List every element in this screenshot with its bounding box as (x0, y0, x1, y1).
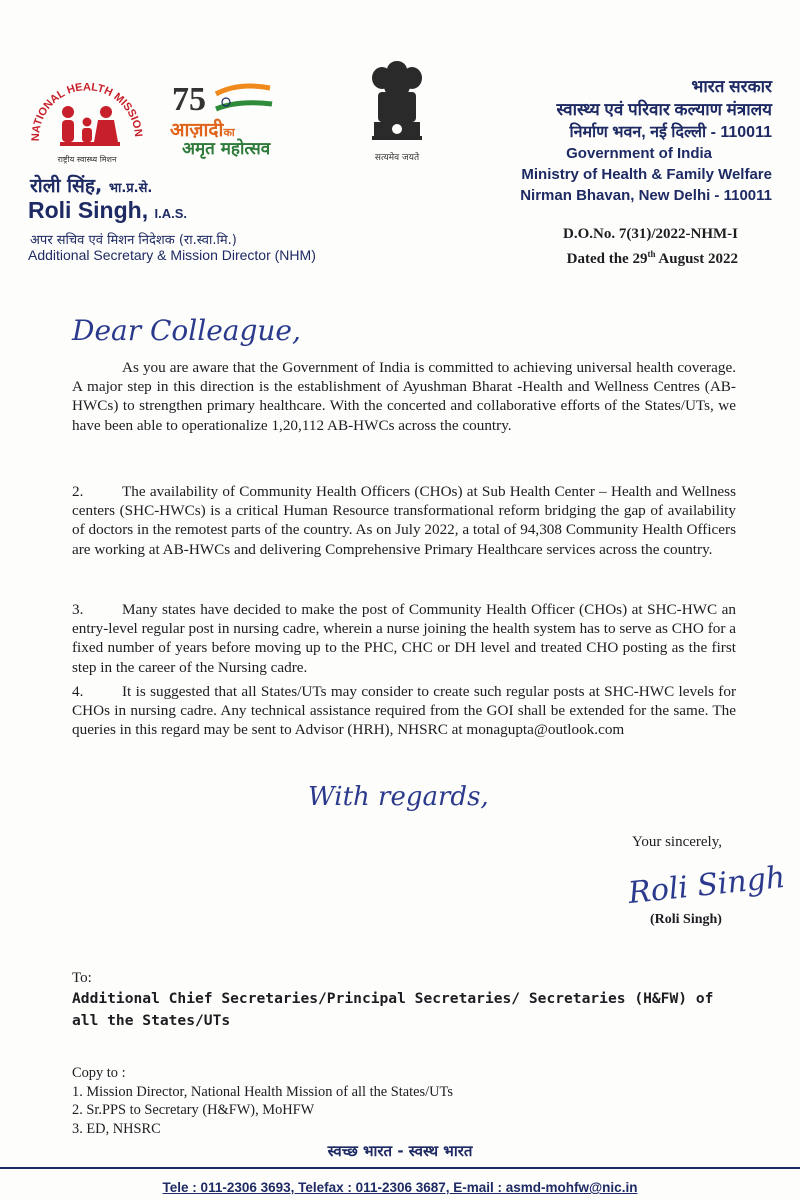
signatory-name: (Roli Singh) (650, 912, 722, 927)
azadi-hindi-line2: अमृत महोत्सव (182, 139, 271, 159)
addressee-recipients: Additional Chief Secretaries/Principal Secretaries/ Secretaries (H&FW) of all the States/UTs (72, 990, 714, 1029)
to-label: To: (72, 970, 92, 986)
officer-suffix-hi: भा.प्र.से. (108, 181, 153, 196)
national-emblem-icon (362, 56, 432, 166)
reference-block (563, 224, 738, 269)
paragraph-2: 2. The availability of Community Health Officers (CHOs) at Sub Health Center – Health and Wellness centers (SHC-HWCs) is a critical Human Resource transformational reform bridging the gap of availability of doctors in the remotest parts of the country. As on July 2022, a total of 94,308 Community Health Officers are working at AB-HWCs and delivering Comprehensive Primary Healthcare services across the country. (72, 483, 736, 558)
salutation: Dear Colleague, (72, 314, 301, 347)
copy-to-label: Copy to : (72, 1065, 126, 1081)
emblem-motto: सत्यमेव जयते (374, 153, 420, 163)
paragraph-1: As you are aware that the Government of India is committed to achieving universal health coverage. A major step in this direction is the establishment of Ayushman Bharat -Health and Wellness Centres (AB-HWCs) to strengthen primary healthcare. With the concerted and collaborative efforts of the States/UTs, we have been able to operationalize 1,20,112 AB-HWCs across the country. (72, 359, 736, 434)
copy-to-block (72, 1064, 453, 1138)
letter-date: Dated the 29th August 2022 (566, 249, 738, 267)
ministry-english-line1: Government of India (566, 145, 712, 162)
azadi-hindi-small: का (223, 126, 235, 139)
officer-name-english (28, 197, 187, 224)
do-number: D.O.No. 7(31)/2022-NHM-I (563, 226, 738, 242)
officer-name-en-text: Roli Singh, (28, 197, 149, 223)
nhm-ring-text: NATIONAL HEALTH MISSION (29, 81, 145, 142)
azadi-logo (168, 74, 318, 164)
azadi-number: 75 (172, 81, 206, 118)
copy-to-item: 2. Sr.PPS to Secretary (H&FW), MoHFW (72, 1102, 315, 1119)
ministry-hindi-line3: निर्माण भवन, नई दिल्ली - 110011 (569, 124, 772, 141)
footer-contact: Tele : 011-2306 3693, Telefax : 011-2306 3687, E-mail : asmd-mohfw@nic.in (162, 1180, 638, 1195)
officer-designation-hindi: अपर सचिव एवं मिशन निदेशक (रा.स्वा.मि.) (30, 233, 237, 248)
officer-name-hi-text: रोली सिंह, (30, 175, 103, 197)
paragraph-4: 4. It is suggested that all States/UTs may consider to create such regular posts at SHC-HWC levels for CHOs in nursing cadre. Any technical assistance required from the GOI shall be extended for the same. The queries in this regard may be sent to Advisor (HRH), NHSRC at monagupta@outlook.com (72, 683, 736, 739)
family-icon (60, 106, 120, 146)
nhm-logo (22, 70, 152, 180)
ministry-hindi-line2: स्वास्थ्य एवं परिवार कल्याण मंत्रालय (556, 100, 772, 119)
nhm-hindi-caption: राष्ट्रीय स्वास्थ्य मिशन (57, 155, 117, 164)
with-regards-handwritten: With regards, (308, 782, 489, 812)
copy-to-item: 1. Mission Director, National Health Mission of all the States/UTs (72, 1083, 453, 1100)
azadi-hindi-line1: आज़ादी (170, 119, 224, 141)
ministry-english-line3: Nirman Bhavan, New Delhi - 110011 (520, 187, 772, 204)
paragraph-3: 3. Many states have decided to make the post of Community Health Officer (CHOs) at SHC-HWC an entry-level regular post in nursing cadre, wherein a nurse joining the health system has to serve as CHO for a fixed number of years before moving up to the PHC, CHC or DH level and treated CHO posting as the first step in the career of the Nursing cadre. (72, 601, 736, 676)
signature: Roli Singh (626, 859, 787, 912)
footer-slogan: स्वच्छ भारत - स्वस्थ भारत (327, 1142, 473, 1160)
officer-name-hindi (30, 172, 152, 198)
officer-designation-english: Additional Secretary & Mission Director (NHM) (28, 247, 316, 263)
copy-to-item: 3. ED, NHSRC (72, 1120, 161, 1137)
officer-suffix-en: I.A.S. (154, 206, 188, 221)
ministry-hindi-line1: भारत सरकार (691, 77, 772, 96)
yours-sincerely: Your sincerely, (632, 834, 722, 850)
ministry-english-line2: Ministry of Health & Family Welfare (521, 166, 772, 183)
footer-divider (0, 1167, 800, 1169)
